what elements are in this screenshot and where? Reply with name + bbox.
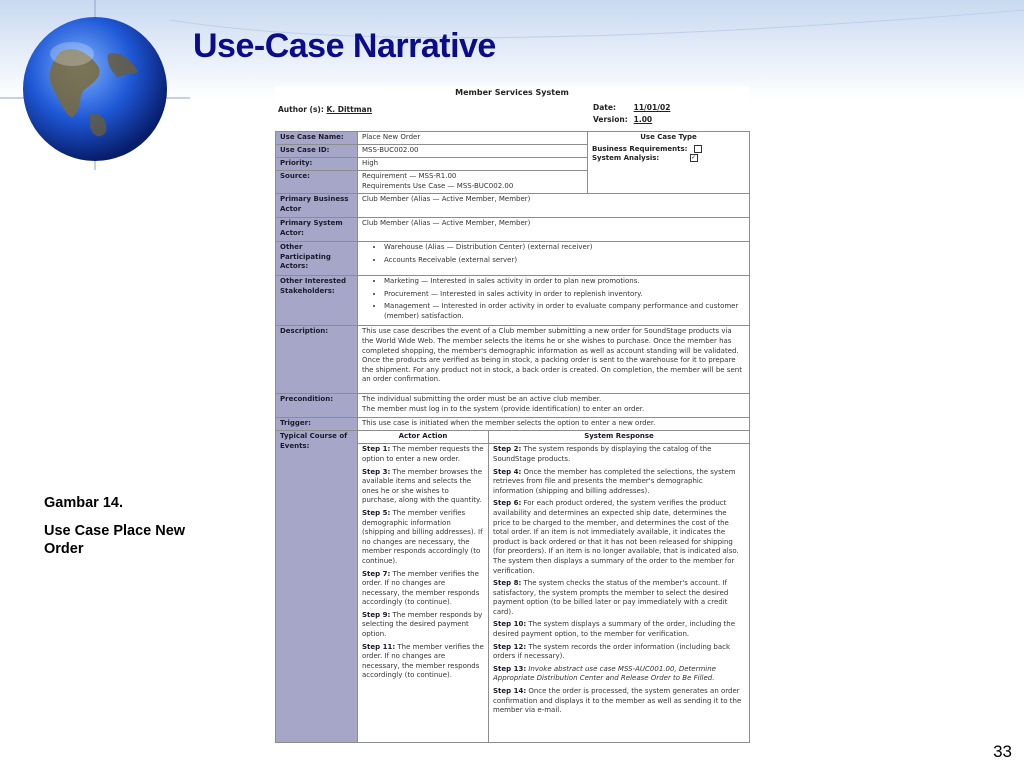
step-number: Step 1: (362, 445, 391, 454)
use-case-id-value: MSS-BUC002.00 (358, 145, 588, 158)
system-step (493, 445, 745, 464)
primary-system-actor-value: Club Member (Alias — Active Member, Member) (358, 218, 750, 242)
stakeholders-value (358, 276, 750, 326)
use-case-table (275, 131, 750, 743)
step-number: Step 12: (493, 642, 527, 651)
field-label: Precondition: (276, 394, 358, 418)
table-row (276, 418, 750, 431)
system-step (493, 643, 745, 662)
actor-step (362, 468, 484, 506)
system-step (493, 499, 745, 576)
field-label: Primary Business Actor (276, 194, 358, 218)
field-label: Typical Course of Events: (276, 431, 358, 743)
actor-action-header: Actor Action (358, 431, 489, 444)
step-number: Step 8: (493, 579, 522, 588)
system-analysis-checkbox[interactable]: ✓ (691, 154, 697, 162)
list-item: • Procurement — Interested in sales activity in order to replenish inventory. (384, 290, 745, 300)
version-value: 1.00 (633, 115, 653, 124)
step-text: The member responds by selecting the desired payment option. (362, 610, 483, 639)
figure-caption (44, 494, 194, 558)
document-header (275, 86, 749, 130)
field-label: Description: (276, 326, 358, 394)
caption-number: Gambar 14. (44, 495, 123, 511)
system-step (493, 579, 745, 617)
list-item: • Management — Interested in order activity in order to evaluate company performance and customer (member) satisfaction. (384, 302, 745, 321)
precondition-line: The member must log in to the system (provide identification) to enter an order. (362, 404, 645, 413)
step-text: The member browses the available items and selects the ones he or she wishes to purchase, along with the quantity. (362, 467, 483, 505)
system-step (493, 620, 745, 639)
system-step (493, 468, 745, 497)
step-text: The member verifies the order. If no changes are necessary, the member responds accordingly (to continue). (362, 642, 484, 680)
system-step (493, 687, 745, 716)
field-label: Use Case ID: (276, 145, 358, 158)
step-number: Step 2: (493, 445, 522, 454)
step-number: Step 9: (362, 610, 391, 619)
actor-step (362, 445, 484, 464)
step-text: Once the order is processed, the system generates an order confirmation and displays it to the member as well as sending it to the member via e-mail. (493, 687, 742, 715)
description-value: This use case describes the event of a Club member submitting a new order for SoundStage products via the World Wide Web. The member selects the items he or she wishes to purchase. Once the member has completed shopping, the member's demographic information as well as account standing will be validated. Once the products are verified as being in stock, a packing order is sent to the warehouse for it to prepare the shipment. For any product not in stock, a back order is created. On completion, the member will be sent an order confirmation. (358, 326, 750, 394)
step-number: Step 10: (493, 620, 527, 629)
system-analysis-row (592, 154, 745, 164)
use-case-name-value: Place New Order (358, 132, 588, 145)
step-number: Step 13: (493, 664, 527, 673)
version-label: Version: (593, 115, 628, 124)
table-row (276, 218, 750, 242)
step-number: Step 3: (362, 467, 391, 476)
version-line (593, 115, 714, 125)
other-actors-value (358, 242, 750, 276)
use-case-document (275, 86, 749, 748)
field-label: Use Case Name: (276, 132, 358, 145)
step-text: Once the member has completed the selections, the system retrieves from file and presents the member's demographic information (shipping and billing addresses). (493, 467, 736, 495)
globe-icon (20, 14, 170, 164)
actor-step (362, 611, 484, 640)
source-line: Requirement — MSS-R1.00 (362, 172, 457, 180)
slide-title: Use-Case Narrative (193, 27, 496, 65)
step-text: The system responds by displaying the catalog of the SoundStage products. (493, 445, 712, 463)
use-case-type-box (588, 132, 750, 194)
system-steps (489, 444, 750, 743)
system-step (493, 665, 745, 684)
step-text: For each product ordered, the system verifies the product availability and determines an expected ship date, determines the price to be charged to the member, and determines the cost of the total order. If an item is not immediately available, it indicates the product is back ordered or that it has not been released for shipping (for preorders). If an item is no longer available, that is indicated also. The system then displays a summary of the order to the member for verification. (493, 499, 739, 575)
step-number: Step 5: (362, 508, 391, 517)
step-number: Step 11: (362, 642, 396, 651)
actor-steps (358, 444, 489, 743)
field-label: Trigger: (276, 418, 358, 431)
field-label: Other Interested Stakeholders: (276, 276, 358, 326)
field-label: Other Participating Actors: (276, 242, 358, 276)
trigger-value: This use case is initiated when the member selects the option to enter a new order. (358, 418, 750, 431)
table-row (276, 394, 750, 418)
precondition-value (358, 394, 750, 418)
system-analysis-label: System Analysis: (592, 154, 660, 163)
source-value (358, 171, 588, 194)
source-line: Requirements Use Case — MSS-BUC002.00 (362, 181, 514, 190)
date-value: 11/01/02 (633, 103, 671, 112)
list-item: • Marketing — Interested in sales activity in order to plan new promotions. (384, 277, 745, 287)
table-row (276, 194, 750, 218)
step-number: Step 14: (493, 687, 527, 696)
actor-step (362, 643, 484, 681)
priority-value: High (358, 158, 588, 171)
step-text: The system records the order information (including back orders if necessary). (493, 642, 731, 661)
author-line (278, 105, 372, 115)
step-text: The member verifies the order. If no changes are necessary, the member responds accordingly (to continue). (362, 569, 480, 607)
step-number: Step 4: (493, 467, 522, 476)
list-item: • Accounts Receivable (external server) (384, 256, 745, 266)
field-label: Primary System Actor: (276, 218, 358, 242)
system-title: Member Services System (455, 88, 569, 97)
precondition-line: The individual submitting the order must be an active club member. (362, 395, 602, 404)
step-text: The member requests the option to enter a new order. (362, 445, 484, 463)
table-row (276, 132, 750, 145)
caption-text: Use Case Place New Order (44, 523, 186, 557)
table-row (276, 242, 750, 276)
date-line (593, 103, 714, 113)
step-text: Invoke abstract use case MSS-AUC001.00, Determine Appropriate Distribution Center and Release Order to Be Filled. (493, 664, 716, 683)
step-text: The system checks the status of the member's account. If satisfactory, the system prompts the member to select the desired payment option (to be billed later or pay immediately with a credit card). (493, 579, 729, 616)
actor-step (362, 570, 484, 608)
actor-step (362, 509, 484, 567)
table-row (276, 431, 750, 444)
page-number: 33 (993, 742, 1012, 761)
primary-business-actor-value: Club Member (Alias — Active Member, Member) (358, 194, 750, 218)
table-row (276, 326, 750, 394)
use-case-type-title: Use Case Type (640, 133, 697, 141)
step-number: Step 6: (493, 499, 522, 508)
step-text: The system displays a summary of the order, including the desired payment option, to the member for verification. (493, 620, 736, 639)
system-response-header: System Response (489, 431, 750, 444)
step-text: The member verifies demographic information (shipping and billing addresses). If no changes are necessary, the member responds accordingly (to continue). (362, 508, 483, 565)
field-label: Priority: (276, 158, 358, 171)
author-label: Author (s): (278, 105, 324, 114)
date-label: Date: (593, 103, 616, 112)
business-req-checkbox[interactable] (694, 145, 702, 153)
business-req-row (592, 145, 745, 155)
business-req-label: Business Requirements: (592, 144, 688, 153)
table-row (276, 276, 750, 326)
field-label: Source: (276, 171, 358, 194)
list-item: • Warehouse (Alias — Distribution Center) (external receiver) (384, 243, 745, 253)
step-number: Step 7: (362, 569, 391, 578)
author-value: K. Dittman (326, 105, 372, 114)
